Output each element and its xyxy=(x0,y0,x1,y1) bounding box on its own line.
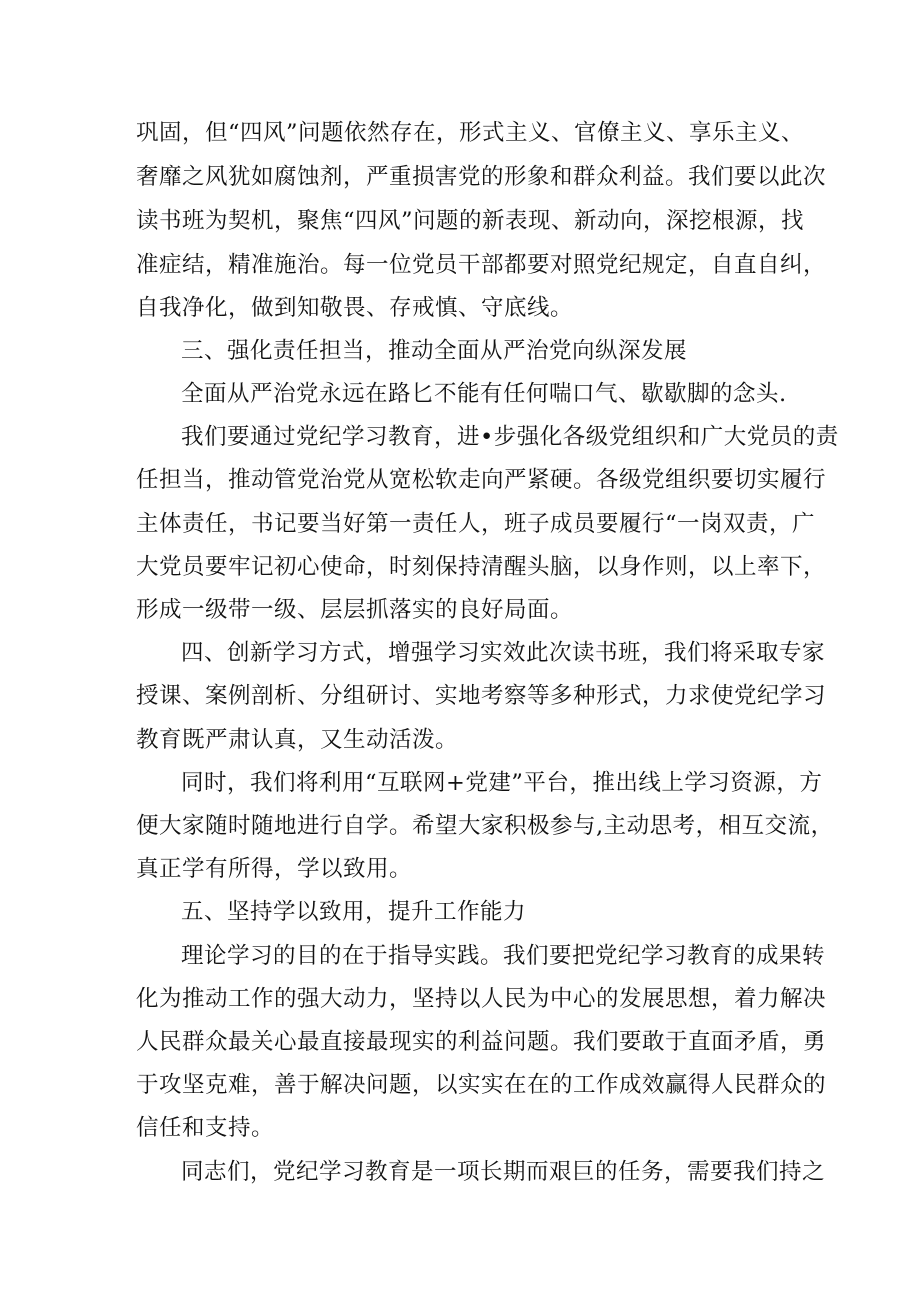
text-line: 同时，我们将利用“互联网+党建”平台，推出线上学习资源，方 xyxy=(181,770,823,796)
text-line: 主体责任，书记要当好第一责任人，班子成员要履行“一岗双责，广 xyxy=(136,511,816,537)
section-heading: 四、创新学习方式，增强学习实效此次读书班，我们将采取专家 xyxy=(181,640,826,666)
text-line: 准症结，精准施治。每一位党员干部都要对照党纪规定，自直自纠， xyxy=(136,252,827,278)
section-heading: 五、坚持学以致用，提升工作能力 xyxy=(181,899,527,925)
text-line: 信任和支持。 xyxy=(136,1115,275,1141)
text-line: 自我净化，做到知敬畏、存戒慎、守底线。 xyxy=(136,295,574,321)
text-line: 大党员要牢记初心使命，时刻保持清醒头脑，以身作则，以上率下， xyxy=(136,554,827,580)
text-line: 任担当，推动管党治党从宽松软走向严紧硬。各级党组织要切实履行 xyxy=(136,467,827,493)
text-line: 便大家随时随地进行自学。希望大家积极参与,主动思考，相互交流， xyxy=(136,813,834,839)
text-line: 于攻坚克难，善于解决问题，以实实在在的工作成效赢得人民群众的 xyxy=(136,1072,827,1098)
text-line: 形成一级带一级、层层抓落实的良好局面。 xyxy=(136,597,574,623)
text-line: 读书班为契机，聚焦“四风”问题的新表现、新动向，深挖根源，找 xyxy=(136,208,805,234)
section-heading: 三、强化责任担当，推动全面从严治党向纵深发展 xyxy=(181,338,688,364)
text-line: 我们要通过党纪学习教育，进•步强化各级党组织和广大党员的责 xyxy=(181,424,839,450)
text-line: 人民群众最关心最直接最现实的利益问题。我们要敢于直面矛盾，勇 xyxy=(136,1029,827,1055)
text-line: 教育既严肃认真，又生动活泼。 xyxy=(136,727,459,753)
text-line: 化为推动工作的强大动力，坚持以人民为中心的发展思想，着力解决 xyxy=(136,986,827,1012)
text-line: 授课、案例剖析、分组研讨、实地考察等多种形式，力求使党纪学习 xyxy=(136,683,827,709)
text-line: 真正学有所得，学以致用。 xyxy=(136,856,413,882)
text-line: 理论学习的目的在于指导实践。我们要把党纪学习教育的成果转 xyxy=(181,943,826,969)
text-line: 奢靡之风犹如腐蚀剂，严重损害党的形象和群众利益。我们要以此次 xyxy=(136,164,827,190)
text-line: 巩固，但“四风”问题依然存在，形式主义、官僚主义、享乐主义、 xyxy=(136,120,805,146)
text-line: 同志们，党纪学习教育是一项长期而艰巨的任务，需要我们持之 xyxy=(181,1159,826,1185)
text-line: 全面从严治党永远在路匕不能有任何喘口气、歇歇脚的念头. xyxy=(181,381,787,407)
